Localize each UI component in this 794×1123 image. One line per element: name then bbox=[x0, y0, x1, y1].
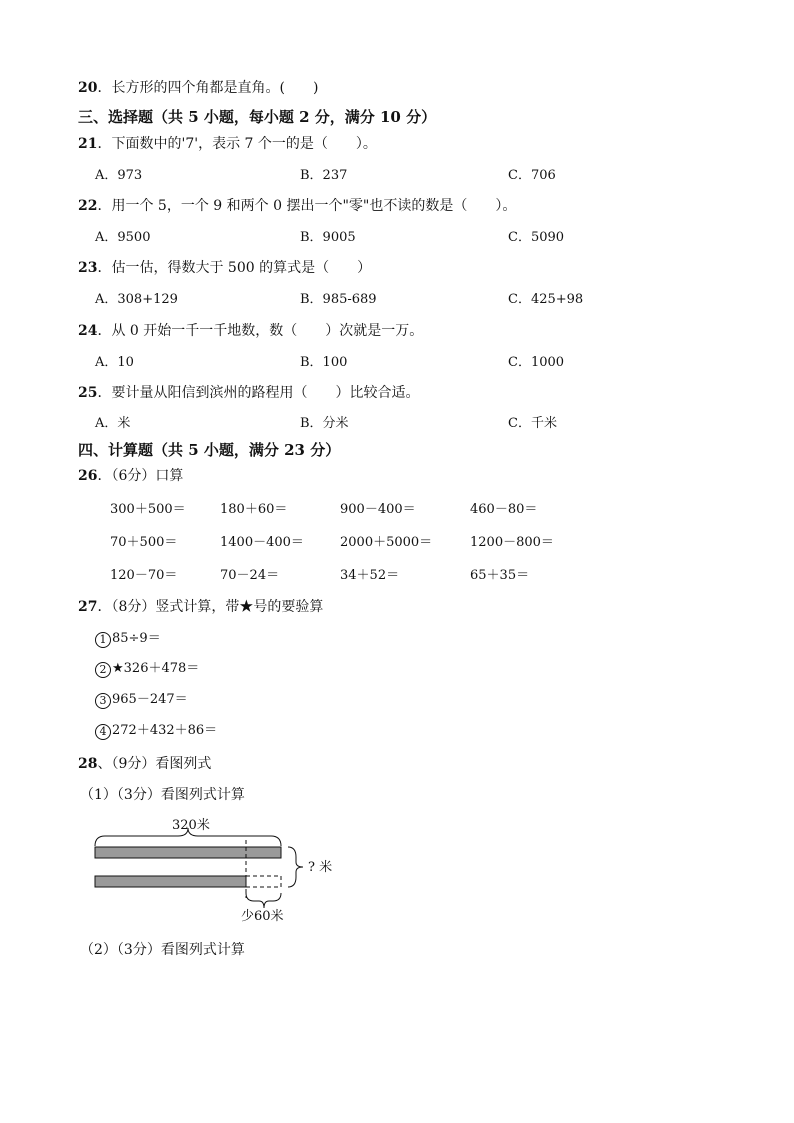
question-text: ．用一个 5，一个 9 和两个 0 摆出一个"零"也不读的数是（ ）。 bbox=[97, 198, 517, 214]
calc-expression: 85÷9＝ bbox=[112, 631, 161, 646]
mental-calc-item: 70＋500＝ bbox=[110, 535, 178, 550]
question-22 bbox=[78, 197, 516, 215]
mental-calc-item: 300＋500＝ bbox=[110, 502, 186, 517]
option-b: B．分米 bbox=[300, 416, 349, 431]
option-c: C．706 bbox=[508, 168, 556, 183]
mental-calc-item: 460－80＝ bbox=[470, 502, 538, 517]
top-label: 320米 bbox=[172, 818, 210, 833]
bar-long bbox=[95, 847, 281, 858]
right-brace bbox=[288, 847, 303, 887]
option-a: A．10 bbox=[95, 355, 134, 370]
option-a: A．米 bbox=[95, 416, 131, 431]
sub-question-1: （1）（3分）看图列式计算 bbox=[80, 787, 245, 803]
calc-expression: 272＋432＋86＝ bbox=[112, 723, 218, 738]
bottom-brace bbox=[246, 893, 281, 908]
calc-expression: ★326＋478＝ bbox=[112, 661, 200, 676]
mental-calc-item: 34＋52＝ bbox=[340, 568, 400, 583]
question-text: ．估一估，得数大于 500 的算式是（ ） bbox=[97, 260, 372, 276]
mental-calc-item: 120－70＝ bbox=[110, 568, 178, 583]
mental-calc-item: 70－24＝ bbox=[220, 568, 280, 583]
question-28 bbox=[78, 755, 211, 773]
question-20 bbox=[78, 79, 318, 97]
circled-number: 2 bbox=[95, 662, 111, 678]
question-text: ．从 0 开始一千一千地数，数（ ）次就是一万。 bbox=[97, 323, 424, 339]
option-c: C．千米 bbox=[508, 416, 557, 431]
option-b: B．9005 bbox=[300, 230, 356, 245]
option-c: C．425+98 bbox=[508, 292, 584, 307]
question-number: 20 bbox=[78, 80, 98, 96]
bar-short bbox=[95, 876, 246, 887]
bar-missing-part bbox=[246, 876, 281, 887]
vertical-calc-item bbox=[95, 630, 161, 648]
mental-calc-item: 900－400＝ bbox=[340, 502, 416, 517]
question-number: 24 bbox=[78, 323, 98, 339]
question-23 bbox=[78, 259, 371, 277]
vertical-calc-item bbox=[95, 722, 217, 740]
sub-question-2: （2）（3分）看图列式计算 bbox=[80, 942, 245, 958]
option-a: A．973 bbox=[95, 168, 143, 183]
question-text: ．下面数中的'7'，表示 7 个一的是（ ）。 bbox=[97, 136, 377, 152]
mental-calc-item: 1400－400＝ bbox=[220, 535, 304, 550]
option-b: B．100 bbox=[300, 355, 348, 370]
question-text: ．（8分）竖式计算，带★号的要验算 bbox=[97, 599, 324, 615]
question-number: 22 bbox=[78, 198, 98, 214]
top-brace bbox=[95, 828, 281, 846]
mental-calc-item: 1200－800＝ bbox=[470, 535, 554, 550]
question-21 bbox=[78, 135, 377, 153]
question-text: 、（9分）看图列式 bbox=[97, 756, 212, 772]
question-number: 28 bbox=[78, 756, 98, 772]
bottom-label: 少60米 bbox=[241, 909, 284, 924]
question-text: ．（6分）口算 bbox=[97, 468, 184, 484]
calc-expression: 965－247＝ bbox=[112, 692, 188, 707]
question-text: ．要计量从阳信到滨州的路程用（ ）比较合适。 bbox=[97, 385, 420, 401]
right-label: ? 米 bbox=[308, 860, 333, 875]
question-text: ．长方形的四个角都是直角。( ) bbox=[97, 80, 319, 96]
option-c: C．1000 bbox=[508, 355, 565, 370]
circled-number: 3 bbox=[95, 693, 111, 709]
option-c: C．5090 bbox=[508, 230, 565, 245]
vertical-calc-item bbox=[95, 660, 199, 678]
option-b: B．985-689 bbox=[300, 292, 377, 307]
section-title-calculation: 四、计算题（共 5 小题，满分 23 分） bbox=[78, 441, 341, 459]
question-25 bbox=[78, 384, 419, 402]
question-number: 27 bbox=[78, 599, 98, 615]
section-title-choice: 三、选择题（共 5 小题，每小题 2 分，满分 10 分） bbox=[78, 108, 437, 126]
question-24 bbox=[78, 322, 423, 340]
question-27 bbox=[78, 598, 323, 616]
question-number: 23 bbox=[78, 260, 98, 276]
option-a: A．308+129 bbox=[95, 292, 178, 307]
circled-number: 4 bbox=[95, 724, 111, 740]
option-a: A．9500 bbox=[95, 230, 151, 245]
circled-number: 1 bbox=[95, 632, 111, 648]
vertical-calc-item bbox=[95, 691, 188, 709]
mental-calc-item: 65＋35＝ bbox=[470, 568, 530, 583]
option-b: B．237 bbox=[300, 168, 348, 183]
question-number: 25 bbox=[78, 385, 98, 401]
question-number: 26 bbox=[78, 468, 98, 484]
mental-calc-item: 180＋60＝ bbox=[220, 502, 288, 517]
question-number: 21 bbox=[78, 136, 98, 152]
mental-calc-item: 2000＋5000＝ bbox=[340, 535, 433, 550]
question-26 bbox=[78, 467, 183, 485]
